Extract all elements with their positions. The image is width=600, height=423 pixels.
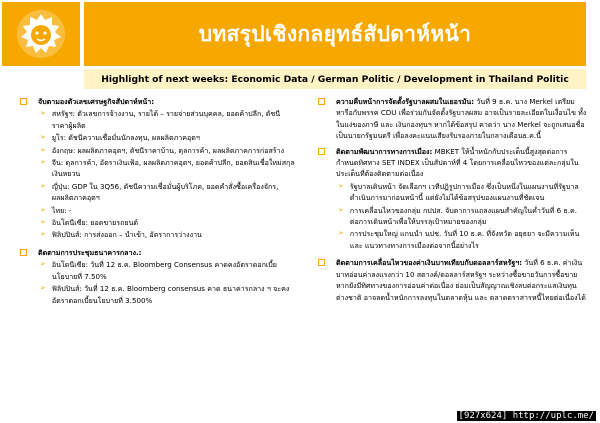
- section-text: MBKET ให้น้ำหนักกับประเด็นนี้สูงสุดต่อการกำหนดทิศทาง SET INDEX เป็นสัปดาห์ที่ 4 โดยการเคลื่อนไหวของแต่ละกลุ่มในประเด็นที่ต้องติดตามต่อเนื่อง: [336, 146, 579, 179]
- section-baht-movement: [318, 257, 588, 303]
- section-text: วันที่ 6 ธ.ค. ค่าเงินบาทอ่อนค่าลงแรงกว่า 10 สตางค์/ดอลลาร์สหรัฐฯ ระหว่างซื้อขายวันการซื้อขาย หากยังมีทิศทางของการอ่อนค่าต่อเนื่อง ย่อมเป็นสัญญาณเชิงลบต่อกระแสเงินทุนต่างชาติ อาจลดน้ำหนักการลงทุนในตลาดหุ้น และ ตลาดตราสารหนี้ไทยต่อเนื่องได้: [336, 258, 586, 302]
- arrow-bullet-icon: ➢: [40, 145, 46, 154]
- list-item: ➢ รัฐบาลเดินหน้า จัดเลือกฯ เวทีปฏิรูปการเมือง ซึ่งเป็นหนึ่งในแผนงานที่รัฐบาลดำเนินการมาก่อนหน้านี้ แต่ยังไม่ได้ข้อสรุปของแผนงานที่ชัดเจน: [338, 181, 579, 203]
- square-bullet-icon: [318, 259, 325, 266]
- section-central-bank: [20, 247, 296, 308]
- arrow-bullet-icon: ➢: [40, 181, 46, 190]
- list-item: ➢ อังกฤษ: ผลผลิตภาคอุตฯ, ดัชนีราคาบ้าน, ดุลการค้า, ผลผลิตภาคการก่อสร้าง: [40, 145, 285, 155]
- arrow-bullet-icon: ➢: [338, 229, 344, 238]
- section-heading: ติดตามพัฒนาการทางการเมือง:: [336, 146, 433, 156]
- economic-data-list: [38, 108, 296, 240]
- page-title: บทสรุปเชิงกลยุทธ์สัปดาห์หน้า: [198, 21, 472, 46]
- arrow-bullet-icon: ➢: [40, 260, 46, 269]
- section-heading: ความคืบหน้าการจัดตั้งรัฐบาลผสมในเยอรมัน:: [336, 97, 475, 106]
- list-item: ➢ ฟิลิปปินส์: วันที่ 12 ธ.ค. Bloomberg consensus คาด ธนาคารกลาง ฯ จะคงอัตราดอกเบี้ยนโยบายที่ 3.500%: [40, 284, 290, 305]
- section-heading: ติดตามการเคลื่อนไหวของค่าเงินบาทเทียบกับดอลลาร์สหรัฐฯ:: [336, 258, 523, 268]
- section-heading: ติดตามการประชุมธนาคารกลาง.:: [38, 247, 142, 257]
- square-bullet-icon: [318, 148, 325, 155]
- arrow-bullet-icon: ➢: [40, 205, 46, 214]
- arrow-bullet-icon: ➢: [40, 218, 46, 227]
- square-bullet-icon: [20, 98, 27, 105]
- arrow-bullet-icon: ➢: [40, 230, 46, 239]
- title-bar: [84, 2, 586, 66]
- list-item: ➢ จีน: ดุลการค้า, อัตราเงินเฟ้อ, ผลผลิตภาคอุตฯ, ยอดค้าปลีก, ยอดสินเชื่อใหม่สกุลเงินหยวน: [40, 158, 295, 179]
- square-bullet-icon: [20, 249, 27, 256]
- list-item: ➢ ญี่ปุ่น: GDP ใน 3Q56, ดัชนีความเชื่อมั่นผู้บริโภค, ยอดคำสั่งซื้อเครื่องจักร, ผลผลิตภาคอุตฯ: [40, 181, 279, 203]
- list-item: ➢ การเคลื่อนไหวของกลุ่ม กปปส. จับตาการแถลงแผนสำคัญในค่ำวันที่ 6 ธ.ค. ต่อการเดินหน้าเพื่อให้บรรลุเป้าหมายของกลุ่ม: [338, 205, 577, 227]
- thai-politic-list: [336, 181, 588, 251]
- list-item: ➢ การประชุมใหญ่ แกนนำ นปช. วันที่ 10 ธ.ค. ที่จังหวัด อยุธยา จะมีความเห็น และ แนวทางทางการเมืองต่อจากนี้อย่างไร: [338, 229, 580, 250]
- list-item: ➢ ไทย: -: [40, 205, 72, 215]
- section-german-politic: [318, 96, 588, 142]
- square-bullet-icon: [318, 98, 325, 105]
- list-item: ➢ ยูโร: ดัชนีความเชื่อมั่นนักลงทุน, ผลผลิตภาคอุตฯ: [40, 133, 200, 143]
- arrow-bullet-icon: ➢: [40, 284, 46, 293]
- list-item: ➢ อินโดนีเซีย: ยอดขายรถยนต์: [40, 218, 139, 228]
- list-item: ➢ ฟิลิปปินส์: การส่งออก – นำเข้า, อัตราการว่างงาน: [40, 230, 202, 240]
- section-text: วันที่ 9 ธ.ค. นาง Merkel เตรียมหารือกับพรรค CDU เพื่อร่วมกันจัดตั้งรัฐบาลผสม อาจเป็นรายละเอียดในเงื่อนไข ทั้งในแง่ของภาษี และ เงินกองทุนฯ หากได้ข้อสรุป คาดว่า นาง Merkel จะถูกเสนอชื่อเป็นนายกรัฐมนตรี เพื่อลงคะแนนเสียงรับรองภายในกลางเดือนธ.ค.นี้: [336, 97, 587, 141]
- list-item: ➢ อินโดนีเซีย: วันที่ 12 ธ.ค. Bloomberg Consensus คาดคงอัตราดอกเบี้ยนโยบายที่ 7.50%: [40, 260, 277, 281]
- section-thai-politic: [318, 146, 588, 254]
- page-subtitle: Highlight of next weeks: Economic Data / German Politic / Development in Thailand Politic: [101, 73, 569, 85]
- arrow-bullet-icon: ➢: [40, 109, 46, 118]
- brand-logo: [2, 2, 80, 66]
- lion-head-logo-icon: [15, 8, 67, 60]
- section-heading: จับตามองตัวเลขเศรษฐกิจสัปดาห์หน้า:: [38, 97, 155, 106]
- image-watermark: [927x624] http://uplc.me/: [458, 411, 594, 421]
- arrow-bullet-icon: ➢: [338, 205, 344, 214]
- right-column: [318, 96, 588, 307]
- subtitle-bar: [84, 69, 586, 89]
- section-economic-data: [20, 96, 296, 243]
- arrow-bullet-icon: ➢: [40, 133, 46, 142]
- arrow-bullet-icon: ➢: [40, 158, 46, 167]
- left-column: [20, 96, 296, 312]
- arrow-bullet-icon: ➢: [338, 181, 344, 190]
- central-bank-list: [38, 259, 296, 306]
- list-item: ➢ สหรัฐฯ: ตัวเลขการจ้างงาน, รายได้ – รายจ่ายส่วนบุคคล, ยอดค้าปลีก, ดัชนีราคาผู้ผลิต: [40, 109, 281, 130]
